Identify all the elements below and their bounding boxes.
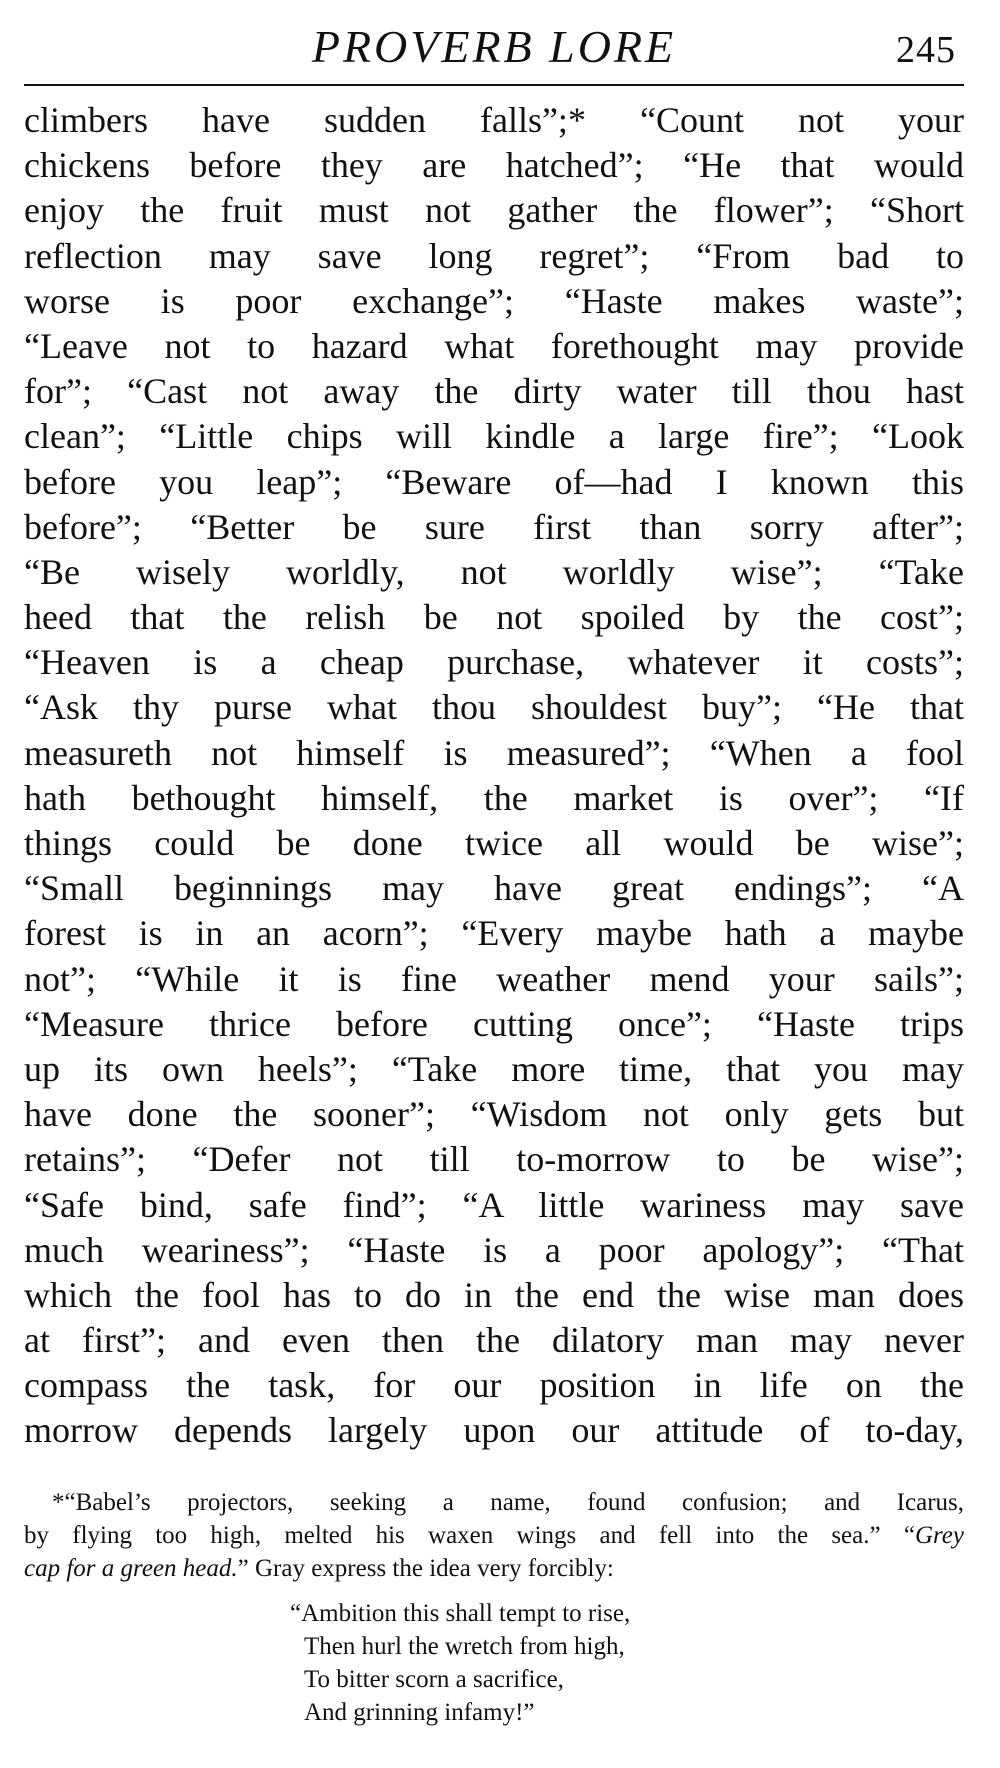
body-text (24, 98, 964, 1454)
footnote-line (24, 1552, 964, 1585)
verse-line: To bitter scorn a sacrifice, (304, 1666, 564, 1693)
body-line: “Safe bind, safe find”; “A little wariness may save (24, 1184, 964, 1225)
footnote-italic-text: cap for a green head. (24, 1555, 238, 1582)
body-line: retains”; “Defer not till to-morrow to be wise”; (24, 1139, 964, 1180)
body-line: which the fool has to do in the end the wise man does (24, 1274, 964, 1315)
body-line: before”; “Better be sure first than sorry after”; (24, 506, 964, 547)
body-line: reflection may save long regret”; “From bad to (24, 235, 964, 276)
body-line: climbers have sudden falls”;* “Count not your (24, 100, 964, 140)
header-rule (24, 84, 964, 86)
body-line: “Measure thrice before cutting once”; “Haste trips (24, 1003, 964, 1044)
body-line: compass the task, for our position in life on the (24, 1365, 964, 1406)
body-line: measureth not himself is measured”; “When a fool (24, 732, 964, 773)
body-line: much weariness”; “Haste is a poor apology”; “That (24, 1229, 964, 1270)
body-line: “Be wisely worldly, not worldly wise”; “Take (24, 551, 964, 592)
body-line: hath bethought himself, the market is over”; “If (24, 777, 964, 818)
body-line: chickens before they are hatched”; “He that would (24, 145, 964, 186)
footnote-text: by flying too high, melted his waxen wings and fell into the sea.” “ (24, 1522, 915, 1549)
footnote-line (24, 1519, 964, 1552)
footnote-italic-text: Grey (914, 1522, 964, 1549)
body-line: “Small beginnings may have great endings”; “A (24, 868, 964, 909)
body-line: worse is poor exchange”; “Haste makes waste”; (24, 280, 964, 321)
page-number: 245 (896, 29, 956, 71)
verse-line: And grinning infamy!” (304, 1699, 535, 1726)
footnote-verse (290, 1597, 790, 1729)
footnote-line: *“Babel’s projectors, seeking a name, found confusion; and Icarus, (52, 1489, 964, 1516)
body-line: before you leap”; “Beware of—had I known this (24, 461, 964, 502)
body-line: up its own heels”; “Take more time, that you may (24, 1048, 964, 1089)
footnote-text: ” Gray express the idea very forcibly: (237, 1555, 614, 1582)
body-line: clean”; “Little chips will kindle a large fire”; “Look (24, 416, 964, 457)
body-line: “Heaven is a cheap purchase, whatever it costs”; (24, 642, 964, 683)
body-line: morrow depends largely upon our attitude of to-day, (24, 1410, 964, 1451)
body-line: for”; “Cast not away the dirty water till thou hast (24, 371, 964, 412)
running-title: PROVERB LORE (311, 21, 677, 72)
body-line: things could be done twice all would be wise”; (24, 823, 964, 863)
body-line: at first”; and even then the dilatory man may never (24, 1320, 964, 1361)
footnote (24, 1486, 964, 1585)
body-line: forest is in an acorn”; “Every maybe hath a maybe (24, 913, 964, 954)
body-line: heed that the relish be not spoiled by the cost”; (24, 597, 964, 638)
body-line: enjoy the fruit must not gather the flower”; “Short (24, 190, 964, 231)
body-line: not”; “While it is fine weather mend your sails”; (24, 958, 964, 999)
page-header (24, 14, 964, 76)
verse-line: Then hurl the wretch from high, (304, 1633, 625, 1660)
body-line: “Leave not to hazard what forethought may provide (24, 325, 964, 366)
verse-line: “Ambition this shall tempt to rise, (290, 1600, 631, 1627)
body-line: “Ask thy purse what thou shouldest buy”; “He that (24, 687, 964, 728)
body-line: have done the sooner”; “Wisdom not only gets but (24, 1094, 964, 1135)
